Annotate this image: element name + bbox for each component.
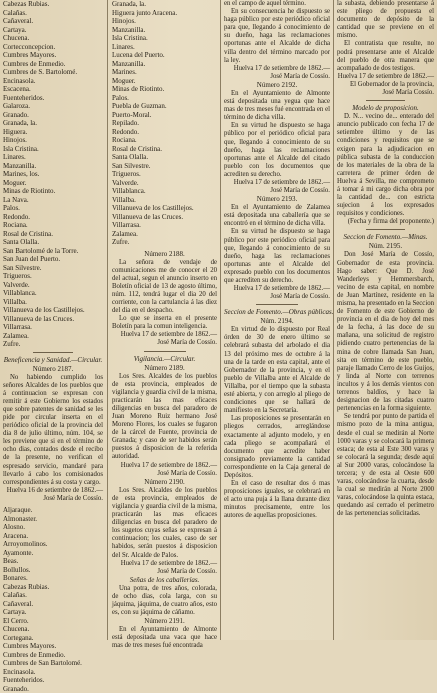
town-list-item: Escacena. (3, 85, 103, 94)
town-list-item: Trigueros. (112, 170, 217, 179)
town-list-item: Linares. (3, 153, 103, 162)
town-list-item: Aljaraque. (3, 506, 103, 515)
town-list-item: Manzanilla. (112, 60, 217, 69)
notice-paragraph: Una potra, de tres años, colorada, de ocho dias, cola larga, con su jáquima, jáquima, de cuatro años, esto es, con su jáquima de cáñamo. (112, 585, 217, 617)
town-list-item: Rociana. (112, 136, 217, 145)
town-list-top (3, 0, 103, 349)
town-list-item: Granado. (3, 111, 103, 120)
notice-paragraph: La señora de vendaje de comunicaciones me de conocer el 20 del actual, segun el anuncio inserto en Boletín oficial de 13 de agosto último, núm. 112, tendrá lugar el dia 20 del corriente, con la cartulancia á las diez del dia en el despacho. (112, 259, 217, 316)
notice-paragraph: Las proposiciones se presentarán en pliegos cerrados, arreglándose exactamente al adjunto modelo, y en cada pliego se acompañará el documento que acredite haber consignado previamente la cantidad correspondiente en la Caja general de Depósitos. (224, 415, 330, 480)
town-list-item: Villarrasa. (3, 323, 103, 332)
town-list-item: Fuenteheridos. (3, 676, 103, 685)
town-list-item: Cortegana. (3, 634, 103, 643)
town-list-item: Cañaveral. (3, 17, 103, 26)
town-list-item: Ayamonte. (3, 549, 103, 558)
town-list-item: Santa Olalla. (112, 153, 217, 162)
town-list-item: Higuera junto Aracena. (112, 9, 217, 18)
notice-signature: Huelva 17 de setiembre de 1862.—El Gobernador de la provincia, José María Cossío. (337, 73, 434, 97)
notice-paragraph: En el caso de resultar dos ó mas proposiciones iguales, se celebrará en el acto una puja á la llana durante diez minutos precisamente, entre los autores de aquellas proposiciones. (224, 480, 330, 520)
town-list-item: Bonares. (3, 574, 103, 583)
town-list-item: Manzanilla. (3, 162, 103, 171)
notice-paragraph: En su consecuencia he dispuesto se haga público por este periódico oficial para que, llegando á conocimiento de su dueño, haga las reclamaciones oportunas ante el Alcalde de dicha villa dentro del término marcado por la ley. (224, 8, 330, 65)
town-list-item: Bollullos. (3, 566, 103, 575)
notice-number-2194: Núm. 2194. (224, 317, 330, 326)
town-list-item: Arroyomolinos. (3, 540, 103, 549)
town-list-item: Minas de Riotinto. (3, 187, 103, 196)
notice-number-2195: Núm. 2195. (337, 242, 434, 251)
town-list-item: Cumbres de Enmedio. (3, 651, 103, 660)
town-list-item: Calañas. (3, 9, 103, 18)
town-list-item: Villablanca. (112, 187, 217, 196)
town-list-item: Cumbres de San Bartolomé. (3, 659, 103, 668)
notice-number-2193: Número 2193. (224, 195, 330, 204)
notice-signature: Huelva 17 de setiembre de 1862.—José María de Cossío. (224, 179, 330, 195)
column-rule (333, 0, 334, 640)
town-list-item: Redondo. (3, 213, 103, 222)
town-list-item: Granado. (3, 685, 103, 693)
section-title-senas: Señas de los caballerías. (112, 576, 217, 585)
town-list-bottom (3, 506, 103, 693)
section-title-modelo: Modelo de proposicion. (337, 104, 434, 113)
town-list-item: Valverde. (112, 179, 217, 188)
town-list-item: Villanueva de las Cruces. (112, 213, 217, 222)
town-list-item: Minas de Riotinto. (112, 85, 217, 94)
notice-paragraph: la subasta, debiendo presentarse á este pliego de propuesta el documento de depósito de la cantidad que se previene en el mismo. (337, 0, 434, 40)
town-list-item: Aracena. (3, 532, 103, 541)
town-list-item: Encinasola. (3, 668, 103, 677)
town-list-item: Villanueva de los Castillejos. (3, 306, 103, 315)
town-list-item: Cartaya. (3, 26, 103, 35)
notice-paragraph: Los Sres. Alcaldes de los pueblos de esta provincia, empleados de vigilancia y guardia civil de la misma, practicarán las mas eficaces diligencias en busca del paradero de Juan Moreno Ruiz hermano José Moreno Flores, los cuales se fugaron de la cárcel de Fuente, provincia de Granada; y caso de ser habidos serán puestos á disposicion de la referida autoridad. (112, 373, 217, 462)
town-list-item: Villablanca. (3, 289, 103, 298)
notice-number-2189: Número 2189. (112, 364, 217, 373)
notice-number-2188: Número 2188. (112, 250, 217, 259)
town-list-item: Cartaya. (3, 608, 103, 617)
town-list-item: Villanueva de los Castillejos. (112, 204, 217, 213)
town-list-item: Marines, los. (3, 170, 103, 179)
column-2 (112, 0, 217, 640)
town-list-item: Manzanilla. (112, 26, 217, 35)
town-list-item: El Cerro. (3, 617, 103, 626)
notice-number-2190: Número 2190. (112, 478, 217, 487)
notice-paragraph: En el Ayuntamiento de Zalamea está depositada una caballería que se encontró en el término de dicha villa. (224, 204, 330, 228)
town-list-item: Repilado. (112, 119, 217, 128)
town-list-item: Redondo. (112, 128, 217, 137)
town-list-item: Hinojos. (3, 136, 103, 145)
separator (366, 229, 405, 230)
notice-paragraph: En el Ayuntamiento de Almonte está depositada una yegua que hace mas de tres meses fué encontrada en el término de dicha villa. (224, 90, 330, 122)
town-list-item: Palos. (112, 94, 217, 103)
town-list-item: San Juan del Puerto. (3, 255, 103, 264)
town-list-item: Almonaster. (3, 515, 103, 524)
notice-number-2187: Número 2187. (3, 365, 103, 374)
notice-number-2192: Número 2192. (224, 81, 330, 90)
section-title-fomento-obras: Seccion de Fomento.—Obras públicas. (224, 308, 330, 317)
town-list-item: San Silvestre. (112, 162, 217, 171)
separator (33, 352, 73, 353)
separator (256, 304, 298, 305)
column-rule (220, 0, 221, 640)
town-list-item: Beas. (3, 557, 103, 566)
town-list-item: Granada, la. (112, 0, 217, 9)
notice-paragraph: Don José María de Cossío, Gobernador de esta provincia. Hago saber: Que D. José Wanderleys y Hemmersbarch, vecino de esta capital, en nombre de Juan Martínez, residente en la misma, ha presentado en la Seccion de Fomento de este Gobierno de provincia en el dia de hoy del mes de la fecha, á las doce de su mañana, una solicitud de registro pidiendo cuatro pertenencias de la mina de cobre llamada San Juan, sita en término de este pueblo, paraje llamado Cerro de los Guijos, y linda al Norte con terrenos incultos y á los demás vientos con terrenos baldíos, y hace la designacion de las citadas cuatro pertenencias en la forma siguiente. (337, 251, 434, 413)
town-list-item: Alosno. (3, 523, 103, 532)
notice-paragraph: En su virtud he dispuesto se haga público por este periódico oficial para que, llegando á conocimiento de su dueño, haga las reclamaciones oportunas ante el Alcalde del expresado pueblo con los documentos que acrediten su derecho. (224, 228, 330, 285)
town-list-item: Zufre. (112, 238, 217, 247)
town-list-item: Villalba. (112, 196, 217, 205)
town-list-item: Galaroza. (3, 102, 103, 111)
town-list-item: Villarrasa. (112, 221, 217, 230)
town-list-item: Higuera. (3, 128, 103, 137)
notice-signature: (Fecha y firma del proponente.) (337, 218, 434, 226)
section-title-beneficencia: Beneficencia y Sanidad.—Circular. (3, 356, 103, 365)
notice-paragraph: en el campo de aquel término. (224, 0, 330, 8)
town-list-item: Cumbres Mayores. (3, 642, 103, 651)
notice-paragraph: En su virtud he dispuesto se haga público por el periódico oficial para que, llegando á conocimiento de su dueño, haga las reclamaciones oportunas ante el Alcalde del citado pueblo con los documentos que acrediten su derecho. (224, 122, 330, 179)
town-list-item: Cañaveral. (3, 600, 103, 609)
town-list-item: Moguer. (112, 77, 217, 86)
town-list-item: Moguer. (3, 179, 103, 188)
town-list-item: Rosal de Cristina. (3, 230, 103, 239)
town-list-item: Puerto-Moral. (112, 111, 217, 120)
town-list-item: Villalba. (3, 298, 103, 307)
town-list-item: Fuenteheridos. (3, 94, 103, 103)
town-list-item: Palos. (3, 204, 103, 213)
town-list-item: Zufre. (3, 340, 103, 349)
column-1 (3, 0, 103, 640)
town-list-item: Santa Olalla. (3, 238, 103, 247)
column-3 (224, 0, 330, 640)
separator (366, 100, 405, 101)
town-list-item: Valverde. (3, 281, 103, 290)
town-list-item: La Nava. (3, 196, 103, 205)
notice-paragraph: No habiendo cumplido los señores Alcaldes de los pueblos que á continuacion se expresan con remitir á este Gobierno los estados que sobre patentes de sanidad se les pide por circular inserta en el periódico oficial de la provincia del dia 8 de julio último, núm. 104, se les previene que si en el término de ocho dias, contados desde el recibo de la presente, no verifican el espresado servicio, mandaré para llevarlo á cabo los comisionados correspondientes á su costa y cargo. (3, 374, 103, 487)
notice-paragraph: El contratista que resulte, no podrá presentarse ante el Alcalde del pueblo de otra manera que acompañado de dos testigos. (337, 40, 434, 72)
section-title-vigilancia: Vigilancia.—Circular. (112, 355, 217, 364)
town-list-item: Calañas. (3, 591, 103, 600)
town-list-item: Cabezas Rubias. (3, 583, 103, 592)
town-list-item: San Silvestre. (3, 264, 103, 273)
notice-signature: Huelva 17 de setiembre de 1862.—José María de Cossío. (112, 331, 217, 347)
notice-paragraph: En el Ayuntamiento de Almonte está depositada una vaca que hace mas de tres meses fué encontrada (112, 626, 217, 650)
town-list-item: Puebla de Guzman. (112, 102, 217, 111)
town-list-item: San Bartolomé de la Torre. (3, 247, 103, 256)
town-list-item: Chucena. (3, 625, 103, 634)
town-list-item: Encinasola. (3, 77, 103, 86)
column-rule (107, 0, 108, 640)
town-list-item: Isla Cristina. (3, 145, 103, 154)
town-list-item: Rociana. (3, 221, 103, 230)
separator (144, 351, 186, 352)
town-list-item: Trigueros. (3, 272, 103, 281)
notice-paragraph: En virtud de lo dispuesto por Real órden de 30 de enero último se celebrará subasta del arbolado el dia 13 del próximo mes de octubre á la una de la tarde en esta capital, ante el Gobernador de la provincia, y en el pueblo de Villalba ante el Alcalde de Villalba, por el tiempo que la subasta esté abierta, y con arreglo al pliego de condiciones que se hallará de manifiesto en la Secretaría. (224, 326, 330, 415)
column-4 (337, 0, 434, 640)
town-list-item: Isla Cristina. (112, 34, 217, 43)
town-list-item: Lucena del Puerto. (112, 51, 217, 60)
town-list-item: Cortecconcepcion. (3, 43, 103, 52)
town-list-item: Marines. (112, 68, 217, 77)
notice-number-2191: Número 2191. (112, 617, 217, 626)
town-list-item: Chucena. (3, 34, 103, 43)
notice-signature: Huelva 17 de setiembre de 1862.—José María de Cossío. (112, 560, 217, 576)
town-list-item: Zalamea. (112, 230, 217, 239)
town-list-item: Cumbres Mayores. (3, 51, 103, 60)
town-list-item: Rosal de Cristina. (112, 145, 217, 154)
notice-paragraph: Lo que se inserta en el presente Boletín para la comun inteligencia. (112, 315, 217, 331)
town-list-item: Villanueva de las Cruces. (3, 315, 103, 324)
section-title-fomento-minas: Seccion de Fomento.—Minas. (337, 233, 434, 242)
notice-paragraph: D. N... vecino de... enterado del anuncio publicado con fecha 17 de setiembre último y de las condiciones y requisitos que se exigen para la adjudicacion en pública subasta de la conduccion de los materiales de la obra de la carretera de primer órden de Huelva á Sevilla, me comprometo á tomar á mi cargo dicha obra por la cantidad de... con estricta sujecion á los expresados requisitos y condiciones. (337, 113, 434, 218)
notice-paragraph: Se tendrá por punto de partida el mismo pozo de la mina antigua, desde el cual se medirán al Norte 1000 varas y se colocará la primera estaca; de esta al Este 300 varas y se colocará la segunda; desde aquí al Sur 2000 varas, colocándose la tercera; y de esta al Oeste 600 varas, colocándose la cuarta, desde la cual se medirán al Norte 2000 varas, colocándose la quinta estaca, quedando así cerrado el perímetro de las pertenencias solicitadas. (337, 413, 434, 518)
town-list-item: Zalamea. (3, 332, 103, 341)
town-list-item: Linares. (112, 43, 217, 52)
notice-signature: Huelva 16 de setiembre de 1862.—José María de Cossío. (3, 487, 103, 503)
town-list-item: Cumbres de Enmedio. (3, 60, 103, 69)
town-list-item: Cabezas Rubias. (3, 0, 103, 9)
notice-paragraph: Los Sres. Alcaldes de los pueblos de esta provincia, empleados de vigilancia y guardia civil de la misma, practicarán las mas eficaces diligencias en busca del paradero de los sugetos cuyas señas se expresan á continuacion; los cuales, caso de ser habidos, serán puestos á disposicion del Sr. Alcalde de Palos. (112, 487, 217, 560)
notice-signature: Huelva 17 de setiembre de 1862.—José María de Cossío. (224, 285, 330, 301)
notice-signature: Huelva 17 de setiembre de 1862.—José María de Cossío. (112, 462, 217, 478)
town-list-top (112, 0, 217, 247)
town-list-item: Hinojos. (112, 17, 217, 26)
town-list-item: Cumbres de S. Bartolomé. (3, 68, 103, 77)
town-list-item: Granada, la. (3, 119, 103, 128)
notice-signature: Huelva 17 de setiembre de 1862.—José María de Cossío. (224, 65, 330, 81)
